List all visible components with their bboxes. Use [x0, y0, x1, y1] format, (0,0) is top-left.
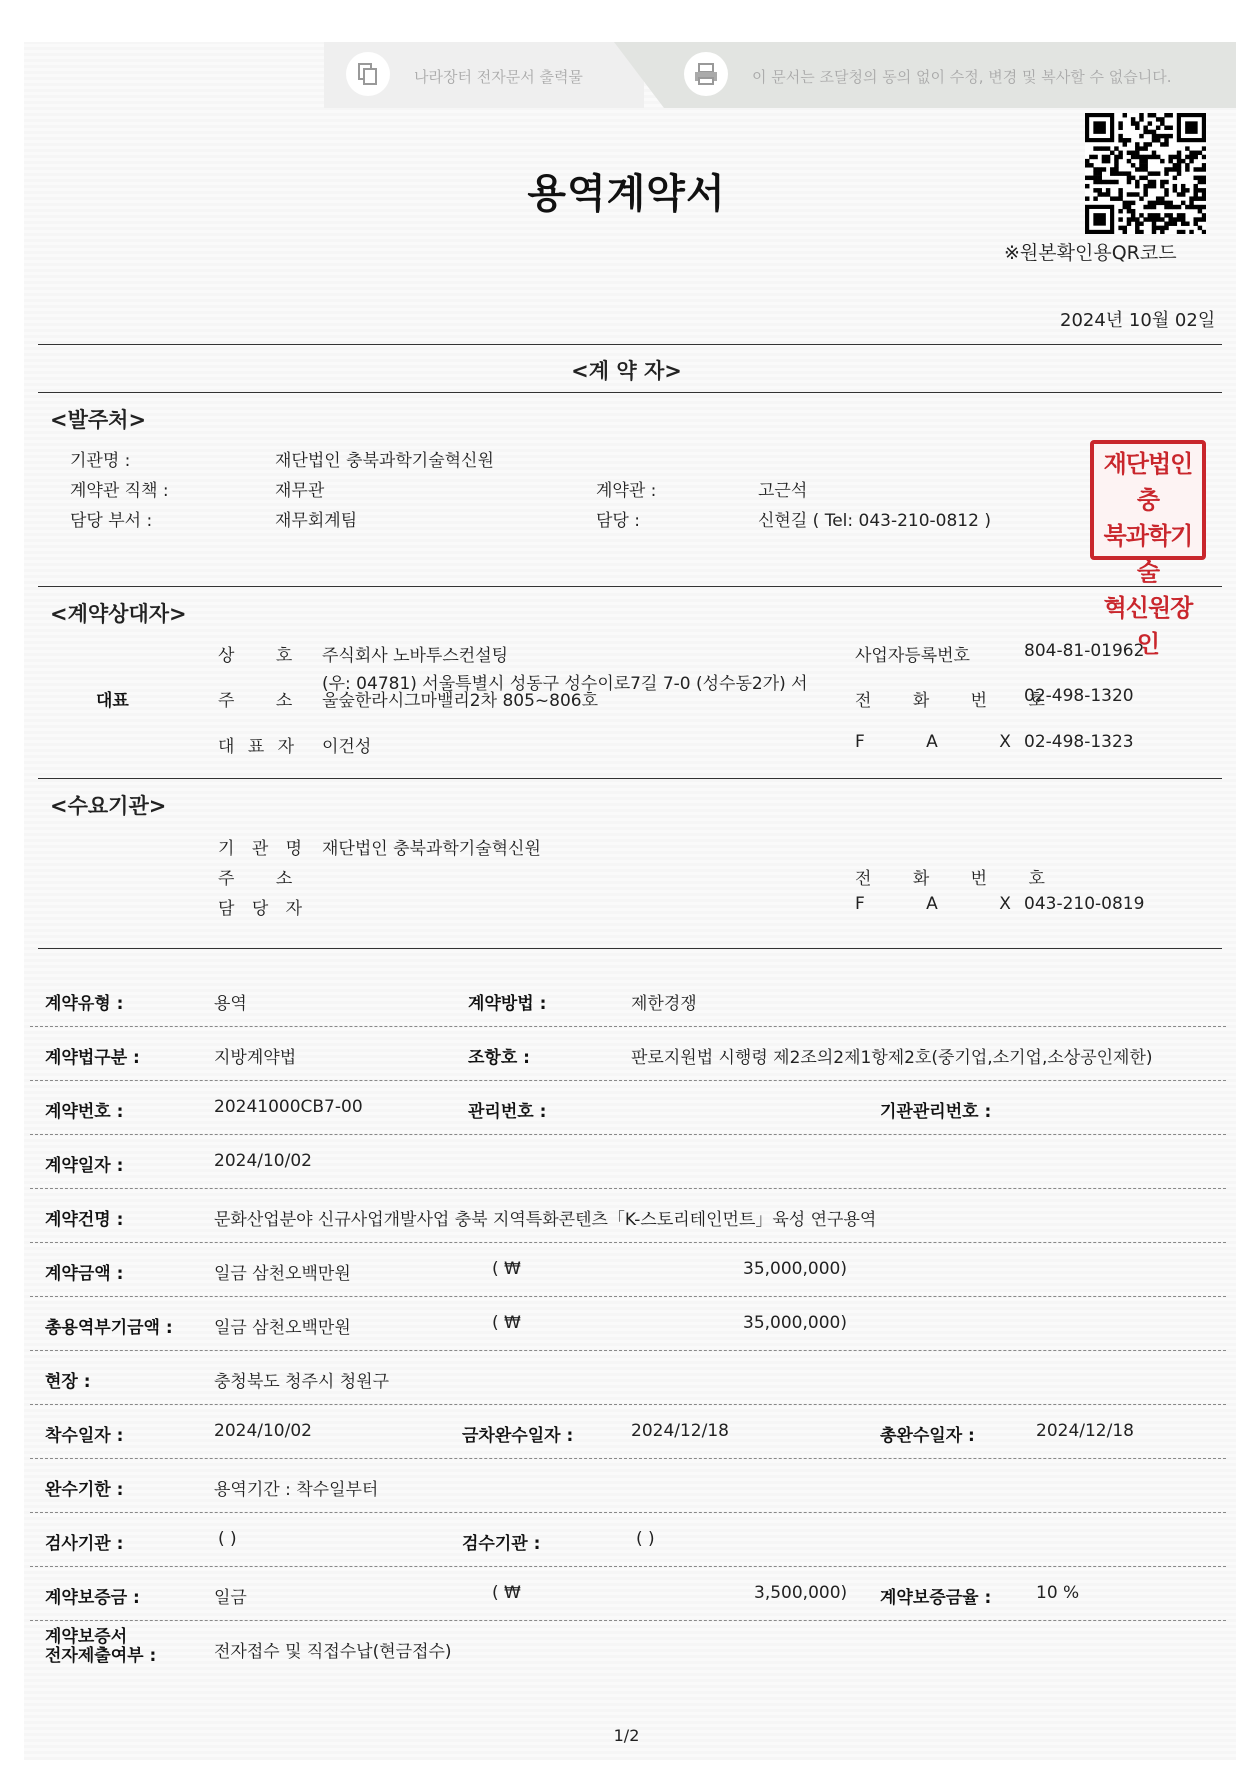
- contract-clause-value: 판로지원법 시행령 제2조의2제1항제2호(중기업,소기업,소상공인제한): [631, 1048, 1153, 1068]
- contract-date-value: 2024/10/02: [214, 1151, 312, 1171]
- phase-completion-value: 2024/12/18: [631, 1421, 729, 1441]
- contract-number-value: 20241000CB7-00: [214, 1097, 363, 1117]
- inspection-agency-label: 검사기관 :: [45, 1534, 124, 1554]
- deadline-value: 용역기간 : 착수일부터: [214, 1480, 379, 1500]
- client-heading: <발주처>: [50, 408, 147, 432]
- contract-name-value: 문화산업분야 신규사업개발사업 충북 지역특화콘텐츠「K-스토리테인먼트」육성 연구용역: [214, 1210, 877, 1230]
- demand-fax-label: F A X: [855, 894, 1039, 914]
- deposit-rate-label: 계약보증금율 :: [880, 1588, 992, 1608]
- page-number: 1/2: [613, 1726, 640, 1745]
- contractor-fax-value: 02-498-1323: [1024, 732, 1134, 752]
- demand-manager-label: 담 당 자: [218, 899, 309, 919]
- contract-method-value: 제한경쟁: [631, 994, 697, 1014]
- client-position-label: 계약관 직책 :: [70, 481, 169, 501]
- qr-caption: ※원본확인용QR코드: [1004, 242, 1177, 264]
- total-amount-currency: ( ₩: [492, 1313, 521, 1333]
- client-officer-label: 계약관 :: [596, 481, 657, 501]
- banner-left-text: 나라장터 전자문서 출력물: [414, 68, 583, 86]
- guarantee-submission-value: 전자접수 및 직접수납(현금접수): [214, 1642, 452, 1662]
- row-divider: [30, 1620, 1226, 1621]
- contract-amount-words: 일금 삼천오백만원: [214, 1264, 351, 1284]
- start-date-value: 2024/10/02: [214, 1421, 312, 1441]
- contractor-address-value: [322, 676, 808, 710]
- final-completion-label: 총완수일자 :: [880, 1426, 975, 1446]
- total-amount-words: 일금 삼천오백만원: [214, 1318, 351, 1338]
- address-line-1: (우: 04781) 서울특별시 성동구 성수이로7길 7-0 (성수동2가) 서: [322, 674, 808, 694]
- contractor-fax-label: F A X: [855, 732, 1039, 752]
- client-position-value: 재무관: [275, 481, 325, 501]
- contract-amount-currency: ( ₩: [492, 1259, 521, 1279]
- client-manager-label: 담당 :: [596, 511, 640, 531]
- client-org-value: 재단법인 충북과학기술혁신원: [275, 451, 494, 471]
- printer-icon: [684, 52, 728, 96]
- divider: [38, 392, 1222, 393]
- agency-mgmt-number-label: 기관관리번호 :: [880, 1102, 992, 1122]
- mgmt-number-label: 관리번호 :: [468, 1102, 547, 1122]
- client-org-label: 기관명 :: [70, 451, 131, 471]
- client-dept-value: 재무회계팀: [275, 511, 358, 531]
- deadline-label: 완수기한 :: [45, 1480, 124, 1500]
- contract-method-label: 계약방법 :: [468, 994, 547, 1014]
- deposit-currency: ( ₩: [492, 1583, 521, 1603]
- row-divider: [30, 1512, 1226, 1513]
- contractor-bizno-label: 사업자등록번호: [855, 646, 970, 666]
- contractor-company-value: 주식회사 노바투스컨설팅: [322, 646, 509, 666]
- contractor-phone-value: 02-498-1320: [1024, 686, 1134, 706]
- contractor-company-label: 상 호: [218, 646, 311, 666]
- contract-type-value: 용역: [214, 994, 247, 1014]
- total-amount-value: 35,000,000): [743, 1313, 847, 1333]
- stamp-line: 혁신원장인: [1103, 594, 1193, 658]
- print-banner: [24, 42, 1236, 108]
- divider: [38, 948, 1222, 949]
- contract-law-label: 계약법구분 :: [45, 1048, 140, 1068]
- document-title: 용역계약서: [527, 171, 726, 217]
- row-divider: [30, 1350, 1226, 1351]
- guarantee-submission-label: [45, 1628, 156, 1666]
- contract-date-label: 계약일자 :: [45, 1156, 124, 1176]
- row-divider: [30, 1188, 1226, 1189]
- contract-number-label: 계약번호 :: [45, 1102, 124, 1122]
- acceptance-agency-label: 검수기관 :: [462, 1534, 541, 1554]
- contract-clause-label: 조항호 :: [468, 1048, 530, 1068]
- divider: [38, 778, 1222, 779]
- acceptance-agency-value: ( ): [636, 1529, 655, 1549]
- deposit-value: 3,500,000): [754, 1583, 848, 1603]
- row-divider: [30, 1134, 1226, 1135]
- row-divider: [30, 1080, 1226, 1081]
- client-dept-label: 담당 부서 :: [70, 511, 153, 531]
- inspection-agency-value: ( ): [218, 1529, 237, 1549]
- contract-amount-value: 35,000,000): [743, 1259, 847, 1279]
- guarantee-label-line-2: 전자제출여부 :: [45, 1646, 157, 1666]
- row-divider: [30, 1404, 1226, 1405]
- contract-type-label: 계약유형 :: [45, 994, 124, 1014]
- contractor-rep-tag: 대표: [96, 691, 129, 711]
- banner-right-text: 이 문서는 조달청의 동의 없이 수정, 변경 및 복사할 수 없습니다.: [752, 68, 1172, 86]
- start-date-label: 착수일자 :: [45, 1426, 124, 1446]
- divider: [38, 344, 1222, 345]
- document-date: 2024년 10월 02일: [1060, 310, 1216, 331]
- row-divider: [30, 1566, 1226, 1567]
- stamp-line: 재단법인충: [1103, 450, 1193, 514]
- contract-amount-label: 계약금액 :: [45, 1264, 124, 1284]
- demand-heading: <수요기관>: [50, 794, 167, 818]
- deposit-words: 일금: [214, 1588, 247, 1608]
- site-label: 현장 :: [45, 1372, 91, 1392]
- phase-completion-label: 금차완수일자 :: [462, 1426, 574, 1446]
- contractor-ceo-value: 이건성: [322, 737, 372, 757]
- address-line-2: 울숲한라시그마밸리2차 805~806호: [322, 691, 599, 711]
- contract-name-label: 계약건명 :: [45, 1210, 124, 1230]
- site-value: 충청북도 청주시 청원구: [214, 1372, 390, 1392]
- official-seal-stamp: [1090, 440, 1206, 658]
- demand-phone-label: 전 화 번 호: [855, 869, 1063, 889]
- row-divider: [30, 1458, 1226, 1459]
- deposit-label: 계약보증금 :: [45, 1588, 140, 1608]
- demand-fax-value: 043-210-0819: [1024, 894, 1145, 914]
- contractor-phone-label: 전 화 번 호: [855, 691, 1063, 711]
- contractor-heading: <계약상대자>: [50, 602, 187, 626]
- contractor-bizno-value: 804-81-01962: [1024, 641, 1145, 661]
- row-divider: [30, 1242, 1226, 1243]
- deposit-rate-value: 10 %: [1036, 1583, 1080, 1603]
- contract-law-value: 지방계약법: [214, 1048, 297, 1068]
- client-manager-value: 신현길 ( Tel: 043-210-0812 ): [758, 511, 991, 531]
- document-copy-icon: [346, 52, 390, 96]
- stamp-line: 북과학기술: [1103, 522, 1193, 586]
- contractor-ceo-label: 대 표 자: [218, 737, 299, 757]
- demand-org-label: 기 관 명: [218, 839, 309, 859]
- row-divider: [30, 1026, 1226, 1027]
- divider: [38, 586, 1222, 587]
- contractor-address-label: 주 소: [218, 691, 311, 711]
- qr-code-icon: [1085, 113, 1206, 234]
- final-completion-value: 2024/12/18: [1036, 1421, 1134, 1441]
- guarantee-label-line-1: 계약보증서: [45, 1627, 128, 1647]
- demand-org-value: 재단법인 충북과학기술혁신원: [322, 839, 541, 859]
- client-officer-value: 고근석: [758, 481, 808, 501]
- total-amount-label: 총용역부기금액 :: [45, 1318, 173, 1338]
- demand-address-label: 주 소: [218, 869, 311, 889]
- parties-heading: <계 약 자>: [571, 359, 682, 383]
- row-divider: [30, 1296, 1226, 1297]
